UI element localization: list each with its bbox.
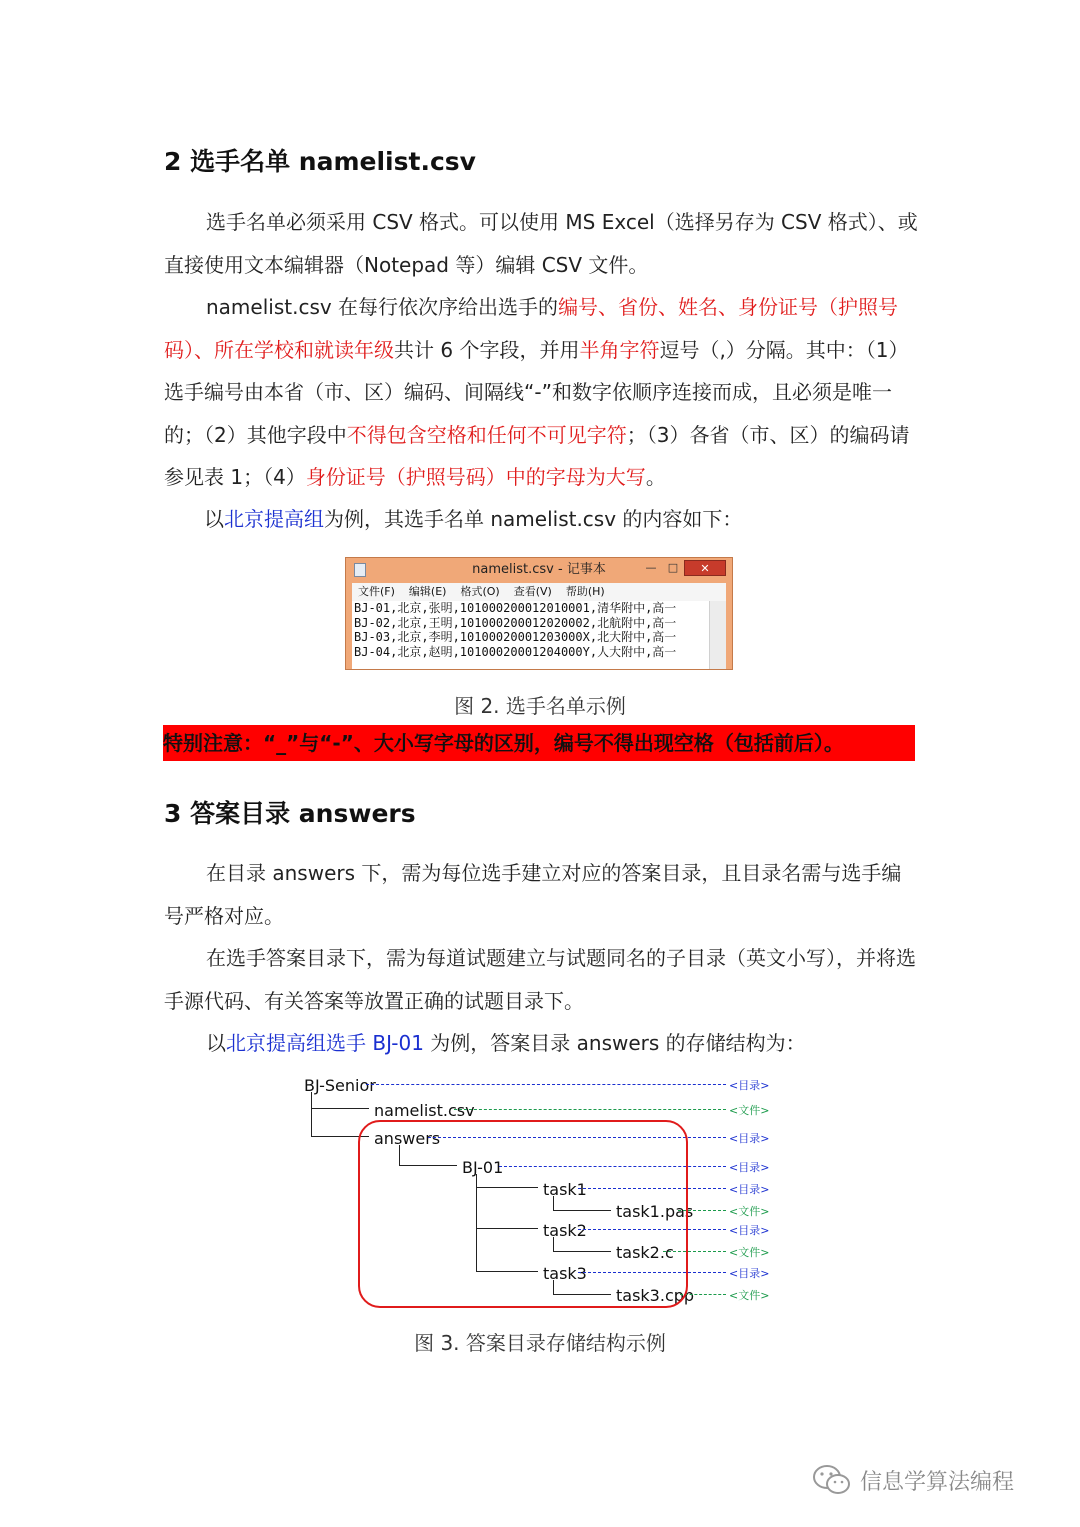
- warning-banner: 特别注意：“_”与“-”、大小写字母的区别，编号不得出现空格（包括前后）。: [163, 725, 915, 761]
- vertical-scrollbar[interactable]: [709, 601, 726, 669]
- paragraph-example-intro: 以北京提高组为例，其选手名单 namelist.csv 的内容如下：: [204, 507, 743, 531]
- notepad-title: namelist.csv - 记事本: [472, 562, 606, 577]
- watermark: [812, 1460, 1014, 1500]
- tree-connector: [311, 1092, 312, 1136]
- notepad-text-area[interactable]: [352, 601, 726, 669]
- menu-format[interactable]: 格式(O): [460, 585, 500, 598]
- tree-leader: [366, 1084, 726, 1085]
- menu-help[interactable]: 帮助(H): [565, 585, 605, 598]
- tag-file: <文件>: [729, 1104, 770, 1117]
- figure-2-caption: 图 2. 选手名单示例: [454, 694, 626, 718]
- paragraph-namelist-fields: namelist.csv 在每行依次序给出选手的编号、省份、姓名、身份证号（护照号码）、所在学校和就读年级共计 6 个字段，并用半角字符逗号（,）分隔。其中：（1）选手编号由本省（市、区）编码、间隔线“-”和数字依顺序连接而成，且必须是唯一的；（2）其他字段中不得包含空格和任何不可见字符；（3）各省（市、区）的编码请参见表 1；（4）身份证号（护照号码）中的字母为大写。: [164, 295, 910, 489]
- notepad-menubar: [352, 583, 726, 601]
- minimize-icon[interactable]: —: [645, 561, 657, 574]
- tree-node-answers: answers: [374, 1129, 441, 1148]
- window-controls: [640, 560, 726, 578]
- figure-3-caption: 图 3. 答案目录存储结构示例: [414, 1331, 666, 1355]
- tag-file: <文件>: [729, 1246, 770, 1259]
- maximize-icon[interactable]: □: [667, 561, 679, 574]
- csv-line: BJ-02,北京,王明,101000200012020002,北航附中,高一: [354, 615, 677, 630]
- tree-node-task3-cpp: task3.cpp: [616, 1286, 695, 1305]
- csv-line: BJ-01,北京,张明,101000200012010001,清华附中,高一: [354, 601, 677, 615]
- watermark-text: 信息学算法编程: [860, 1469, 1015, 1495]
- wechat-icon: [812, 1463, 852, 1497]
- close-icon[interactable]: ✕: [684, 560, 726, 576]
- tag-file: <文件>: [729, 1205, 770, 1218]
- tree-leader: [680, 1294, 726, 1295]
- tree-node-task1: task1: [543, 1180, 587, 1199]
- menu-file[interactable]: 文件(F): [358, 585, 395, 598]
- tree-node-task2-c: task2.c: [616, 1243, 674, 1262]
- tag-dir: <目录>: [729, 1224, 770, 1237]
- tag-dir: <目录>: [729, 1132, 770, 1145]
- paragraph-subdirectories: 在选手答案目录下，需为每道试题建立与试题同名的子目录（英文小写），并将选手源代码、有关答案等放置正确的试题目录下。: [164, 946, 916, 1013]
- tag-dir: <目录>: [729, 1161, 770, 1174]
- highlight-box: [358, 1120, 688, 1308]
- section-2-title: 2 选手名单 namelist.csv: [164, 147, 476, 176]
- section-3-title: 3 答案目录 answers: [164, 799, 416, 828]
- paragraph-answers-dir: 在目录 answers 下，需为每位选手建立对应的答案目录，且目录名需与选手编号严格对应。: [164, 861, 902, 928]
- menu-edit[interactable]: 编辑(E): [408, 585, 447, 598]
- tree-node-task1-pas: task1.pas: [616, 1202, 694, 1221]
- csv-line: BJ-03,北京,李明,10100020001203000X,北大附中,高一: [354, 630, 677, 644]
- tag-dir: <目录>: [729, 1079, 770, 1092]
- tree-node-namelist: namelist.csv: [374, 1101, 475, 1120]
- notepad-window: [345, 557, 733, 670]
- paragraph-tree-intro: 以北京提高组选手 BJ-01 为例，答案目录 answers 的存储结构为：: [206, 1031, 806, 1055]
- tree-node-task2: task2: [543, 1221, 587, 1240]
- tree-connector: [311, 1108, 369, 1109]
- paragraph-csv-format: 选手名单必须采用 CSV 格式。可以使用 MS Excel（选择另存为 CSV 格式）、或直接使用文本编辑器（Notepad 等）编辑 CSV 文件。: [164, 210, 918, 277]
- tag-dir: <目录>: [729, 1183, 770, 1196]
- tree-node-bj-senior: BJ-Senior: [304, 1076, 376, 1095]
- tree-leader: [454, 1109, 726, 1110]
- tag-file: <文件>: [729, 1289, 770, 1302]
- csv-line: BJ-04,北京,赵明,10100020001204000Y,人大附中,高一: [354, 644, 677, 659]
- tree-node-bj-01: BJ-01: [462, 1158, 504, 1177]
- tag-dir: <目录>: [729, 1267, 770, 1280]
- tree-node-task3: task3: [543, 1264, 587, 1283]
- menu-view[interactable]: 查看(V): [513, 585, 552, 598]
